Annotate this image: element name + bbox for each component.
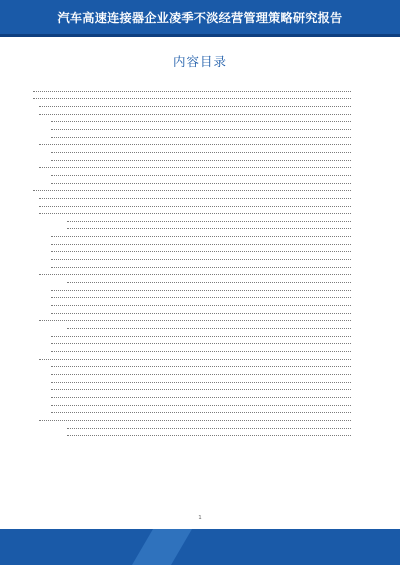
toc-dot-leader (51, 182, 351, 184)
toc-entry[interactable] (31, 192, 353, 200)
toc-dot-leader (51, 312, 351, 314)
toc-entry[interactable] (31, 422, 353, 430)
toc-dot-leader (51, 120, 351, 122)
toc-dot-leader (39, 197, 351, 199)
toc-entry[interactable] (31, 146, 353, 154)
toc-dot-leader (51, 266, 351, 268)
page-number: 1 (198, 515, 202, 521)
toc-entry[interactable] (31, 208, 353, 216)
toc-dot-leader (39, 273, 351, 275)
report-header-bar (0, 0, 400, 34)
toc-entry[interactable] (31, 238, 353, 246)
toc-dot-leader (51, 159, 351, 161)
toc-dot-leader (51, 365, 351, 367)
toc-dot-leader (51, 174, 351, 176)
toc-dot-leader (51, 250, 351, 252)
toc-entry[interactable] (31, 376, 353, 384)
toc-dot-leader (51, 296, 351, 298)
toc-dot-leader (39, 113, 351, 115)
toc-dot-leader (39, 419, 351, 421)
toc-dot-leader (51, 342, 351, 344)
toc-entry[interactable] (31, 391, 353, 399)
toc-dot-leader (33, 189, 351, 191)
toc-entry[interactable] (31, 361, 353, 369)
toc-dot-leader (51, 411, 351, 413)
toc-dot-leader (67, 227, 351, 229)
toc-entry[interactable] (31, 131, 353, 139)
toc-dot-leader (51, 136, 351, 138)
toc-entry[interactable] (31, 414, 353, 422)
toc-entry[interactable] (31, 384, 353, 392)
toc-entry[interactable] (31, 292, 353, 300)
toc-dot-leader (39, 166, 351, 168)
toc-dot-leader (67, 434, 351, 436)
toc-dot-leader (51, 243, 351, 245)
toc-dot-leader (67, 327, 351, 329)
toc-dot-leader (51, 388, 351, 390)
toc-entry[interactable] (31, 407, 353, 415)
toc-entry[interactable] (31, 139, 353, 147)
toc-dot-leader (39, 205, 351, 207)
report-title: 汽车高速连接器企业凌季不淡经营管理策略研究报告 (57, 10, 343, 25)
toc-entry[interactable] (31, 116, 353, 124)
toc-entry[interactable] (31, 200, 353, 208)
toc-entry[interactable] (31, 85, 353, 93)
toc-dot-leader (39, 143, 351, 145)
toc-dot-leader (51, 350, 351, 352)
toc-entry[interactable] (31, 223, 353, 231)
toc-entry[interactable] (31, 269, 353, 277)
toc-entry[interactable] (31, 215, 353, 223)
toc-dot-leader (39, 105, 351, 107)
header-divider (0, 34, 400, 37)
toc-dot-leader (51, 373, 351, 375)
toc-entry[interactable] (31, 315, 353, 323)
toc-entry[interactable] (31, 123, 353, 131)
toc-heading: 内容目录 (172, 54, 227, 69)
toc-entry[interactable] (31, 307, 353, 315)
toc-dot-leader (33, 97, 351, 99)
toc-entry[interactable] (31, 169, 353, 177)
toc-dot-leader (51, 381, 351, 383)
toc-entry[interactable] (31, 100, 353, 108)
toc-dot-leader (51, 289, 351, 291)
toc-entry[interactable] (31, 284, 353, 292)
toc-entry[interactable] (31, 162, 353, 170)
toc-entry[interactable] (31, 430, 353, 438)
toc-entry[interactable] (31, 338, 353, 346)
toc-dot-leader (39, 319, 351, 321)
toc-dot-leader (51, 128, 351, 130)
toc-entry[interactable] (31, 368, 353, 376)
toc-entry[interactable] (31, 353, 353, 361)
toc-entry[interactable] (31, 299, 353, 307)
toc-entry[interactable] (31, 185, 353, 193)
toc-dot-leader (51, 235, 351, 237)
toc-entry[interactable] (31, 246, 353, 254)
toc-entry[interactable] (31, 230, 353, 238)
toc-dot-leader (51, 335, 351, 337)
toc-dot-leader (39, 358, 351, 360)
toc-entry[interactable] (31, 345, 353, 353)
toc-dot-leader (51, 404, 351, 406)
toc-dot-leader (51, 151, 351, 153)
toc-entry[interactable] (31, 399, 353, 407)
toc-entry[interactable] (31, 177, 353, 185)
toc-dot-leader (67, 220, 351, 222)
toc-dot-leader (39, 212, 351, 214)
toc-entry[interactable] (31, 253, 353, 261)
toc-entry[interactable] (31, 93, 353, 101)
toc-dot-leader (67, 281, 351, 283)
footer-bar (0, 529, 400, 565)
toc-entry[interactable] (31, 276, 353, 284)
toc-entry[interactable] (31, 154, 353, 162)
toc-dot-leader (51, 258, 351, 260)
toc-dot-leader (33, 90, 351, 92)
toc-dot-leader (67, 427, 351, 429)
toc-dot-leader (51, 396, 351, 398)
toc-dot-leader (51, 304, 351, 306)
toc-entry[interactable] (31, 330, 353, 338)
toc-entry[interactable] (31, 322, 353, 330)
toc-entry[interactable] (31, 261, 353, 269)
toc-entry[interactable] (31, 108, 353, 116)
table-of-contents (31, 85, 353, 509)
